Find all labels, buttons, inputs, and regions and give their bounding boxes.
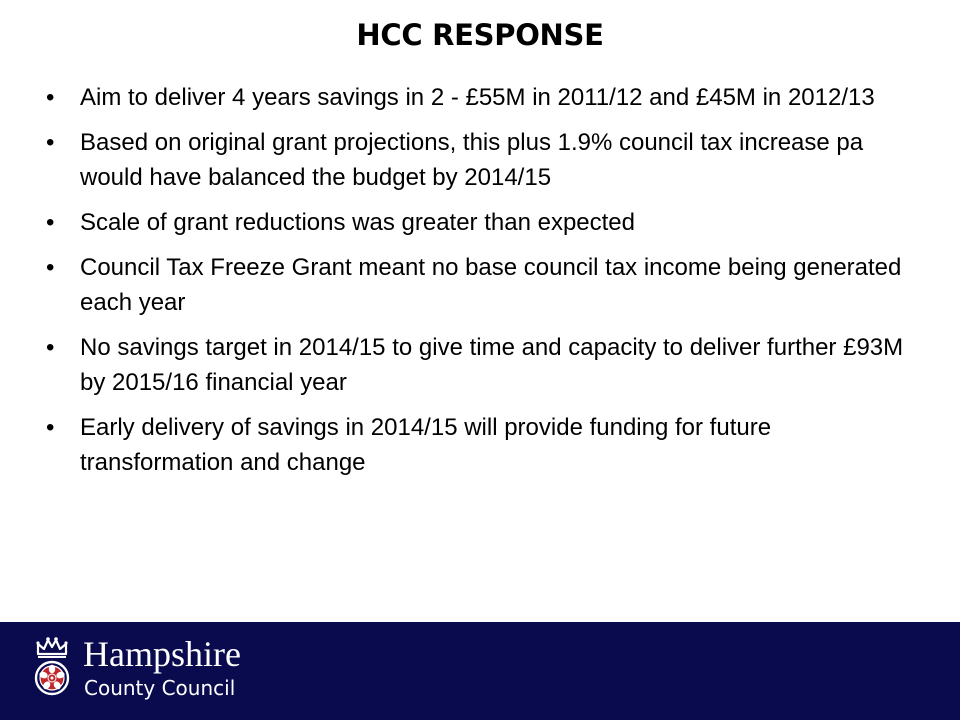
bullet-dot: •: [46, 129, 55, 156]
slide-title: HCC RESPONSE: [356, 18, 604, 52]
bullet-text: No savings target in 2014/15 to give time and capacity to deliver further £93M by 2015/16 financial year: [80, 334, 904, 396]
logo-subtitle: County Council: [84, 676, 236, 700]
bullet-text: Based on original grant projections, this plus 1.9% council tax increase pa would have balanced the budget by 2014/15: [80, 129, 864, 191]
bullet-item: [46, 330, 926, 400]
bullet-item: [46, 80, 926, 115]
bullet-text: Early delivery of savings in 2014/15 will provide funding for future transformation and change: [80, 414, 772, 476]
hampshire-crest-icon: [30, 632, 74, 710]
bullet-dot: •: [46, 414, 55, 441]
bullet-item: [46, 125, 926, 195]
hampshire-logo: [30, 632, 240, 712]
bullet-item: [46, 410, 926, 480]
bullet-list: [46, 80, 926, 490]
bullet-dot: •: [46, 84, 55, 111]
bullet-text: Scale of grant reductions was greater than expected: [80, 209, 635, 236]
bullet-dot: •: [46, 254, 55, 281]
bullet-item: [46, 250, 926, 320]
bullet-item: [46, 205, 926, 240]
logo-name: Hampshire: [83, 634, 241, 674]
bullet-dot: •: [46, 209, 55, 236]
bullet-dot: •: [46, 334, 55, 361]
bullet-text: Council Tax Freeze Grant meant no base council tax income being generated each year: [80, 254, 902, 316]
bullet-text: Aim to deliver 4 years savings in 2 - £55M in 2011/12 and £45M in 2012/13: [80, 84, 875, 111]
